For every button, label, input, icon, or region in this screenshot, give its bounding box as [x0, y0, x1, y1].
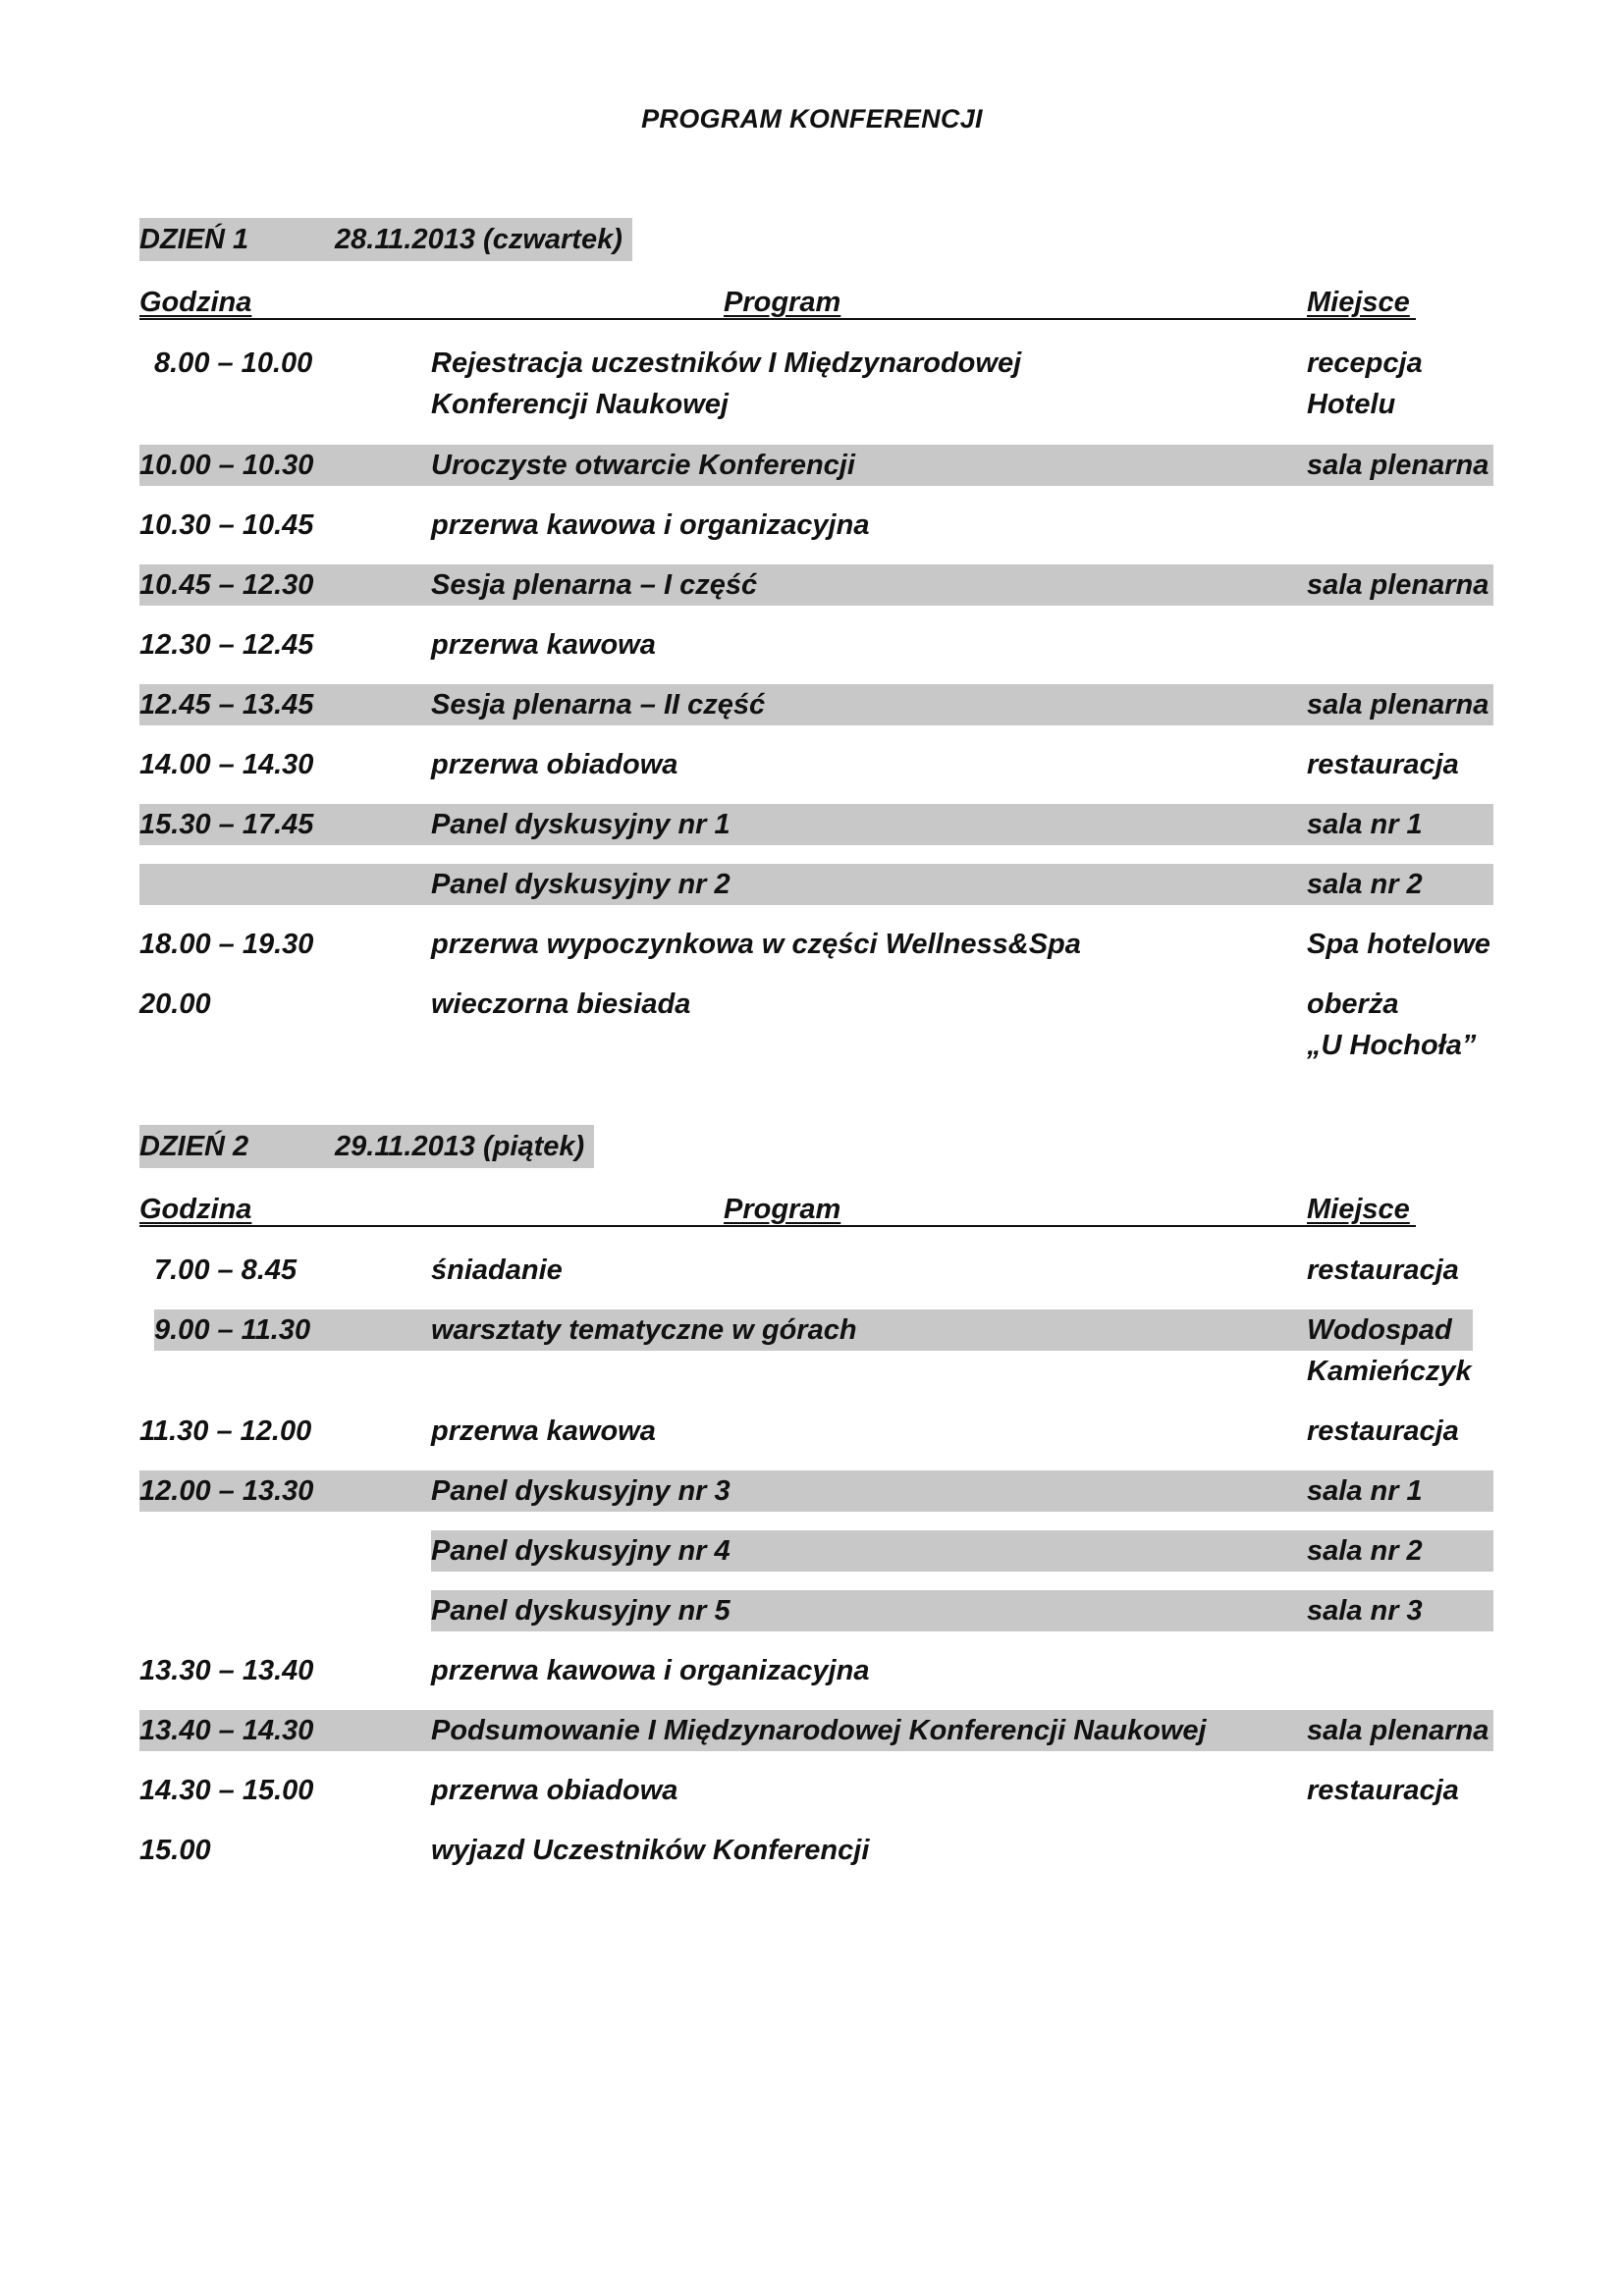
row-time: 13.30 – 13.40 — [139, 1655, 314, 1686]
row-time: 14.30 – 15.00 — [139, 1775, 314, 1806]
row-time: 20.00 — [139, 988, 211, 1020]
place-line: recepcja — [1307, 347, 1423, 379]
row-time: 12.30 – 12.45 — [139, 629, 314, 661]
program-line: Podsumowanie I Międzynarodowej Konferencji Naukowej — [431, 1715, 1207, 1746]
program-line: wyjazd Uczestników Konferencji — [431, 1835, 870, 1866]
day-label: DZIEŃ 2 — [139, 1131, 249, 1162]
header-time: Godzina — [139, 287, 252, 318]
program-line: Rejestracja uczestników I Międzynarodowej — [431, 347, 1022, 379]
row-time: 10.45 – 12.30 — [139, 569, 314, 601]
program-line: Sesja plenarna – II część — [431, 689, 766, 721]
program-line: Panel dyskusyjny nr 3 — [431, 1475, 731, 1507]
row-program — [431, 1650, 869, 1691]
row-time: 14.00 – 14.30 — [139, 749, 314, 780]
row-program — [431, 744, 677, 785]
row-program — [431, 984, 690, 1025]
place-line: sala plenarna — [1307, 569, 1489, 601]
place-line: restauracja — [1307, 1415, 1459, 1447]
row-place — [1307, 1470, 1423, 1512]
row-place — [1307, 1411, 1459, 1452]
program-line: śniadanie — [431, 1255, 563, 1286]
place-line: sala plenarna — [1307, 450, 1489, 481]
row-program — [431, 1590, 731, 1631]
row-time: 8.00 – 10.00 — [154, 347, 313, 379]
row-program — [431, 684, 765, 725]
row-place — [1307, 1309, 1472, 1392]
program-line: Konferencji Naukowej — [431, 389, 729, 420]
program-line: przerwa kawowa — [431, 629, 656, 661]
place-line: restauracja — [1307, 1255, 1459, 1286]
place-line: sala nr 1 — [1307, 809, 1423, 840]
row-time: 9.00 – 11.30 — [154, 1314, 311, 1346]
program-line: warsztaty tematyczne w górach — [431, 1314, 857, 1346]
program-line: Uroczyste otwarcie Konferencji — [431, 450, 855, 481]
day-date: 29.11.2013 (piątek) — [335, 1131, 585, 1162]
row-time: 12.00 – 13.30 — [139, 1475, 314, 1507]
program-line: Sesja plenarna – I część — [431, 569, 758, 601]
header-place: Miejsce — [1307, 287, 1410, 318]
row-program — [431, 564, 757, 606]
row-place — [1307, 1590, 1423, 1631]
day-date: 28.11.2013 (czwartek) — [335, 224, 623, 255]
place-line: oberża — [1307, 988, 1399, 1020]
place-line: sala nr 1 — [1307, 1475, 1423, 1507]
row-highlight — [139, 564, 1493, 606]
document-title: PROGRAM KONFERENCJI — [641, 104, 983, 133]
program-line: wieczorna biesiada — [431, 988, 691, 1020]
row-time: 13.40 – 14.30 — [139, 1715, 314, 1746]
program-line: Panel dyskusyjny nr 1 — [431, 809, 731, 840]
row-time: 18.00 – 19.30 — [139, 929, 314, 960]
row-place — [1307, 1530, 1423, 1572]
row-program — [431, 505, 869, 546]
row-place — [1307, 564, 1489, 606]
program-line: przerwa obiadowa — [431, 1775, 678, 1806]
header-program: Program — [724, 1194, 841, 1225]
row-place — [1307, 924, 1490, 965]
row-program — [431, 624, 656, 666]
program-line: Panel dyskusyjny nr 4 — [431, 1535, 731, 1567]
row-time: 11.30 – 12.00 — [139, 1415, 312, 1447]
row-highlight — [139, 1470, 1493, 1512]
row-place — [1307, 445, 1489, 486]
program-line: przerwa kawowa i organizacyjna — [431, 509, 870, 541]
row-place — [1307, 984, 1476, 1066]
row-program — [431, 343, 1021, 425]
place-line: sala nr 2 — [1307, 869, 1423, 900]
place-line: restauracja — [1307, 749, 1459, 780]
row-place — [1307, 343, 1423, 425]
header-place: Miejsce — [1307, 1194, 1410, 1225]
place-line: sala plenarna — [1307, 689, 1489, 721]
row-program — [431, 924, 1081, 965]
row-place — [1307, 684, 1489, 725]
row-place — [1307, 744, 1459, 785]
row-program — [431, 1309, 857, 1351]
program-line: Panel dyskusyjny nr 5 — [431, 1595, 731, 1627]
row-place — [1307, 864, 1423, 905]
row-program — [431, 445, 855, 486]
program-line: przerwa wypoczynkowa w części Wellness&Spa — [431, 929, 1081, 960]
place-line: Spa hotelowe — [1307, 929, 1490, 960]
day-heading — [139, 218, 632, 261]
header-program: Program — [724, 287, 841, 318]
row-time: 10.30 – 10.45 — [139, 509, 314, 541]
row-time: 15.30 – 17.45 — [139, 809, 314, 840]
row-place — [1307, 1250, 1459, 1291]
row-place — [1307, 804, 1423, 845]
row-time: 7.00 – 8.45 — [154, 1255, 298, 1286]
row-program — [431, 1710, 1207, 1751]
place-line: sala nr 3 — [1307, 1595, 1423, 1627]
row-program — [431, 1530, 731, 1572]
program-line: Panel dyskusyjny nr 2 — [431, 869, 731, 900]
row-program — [431, 1411, 656, 1452]
row-program — [431, 864, 731, 905]
place-line: Hotelu — [1307, 389, 1396, 420]
column-headers — [139, 283, 1416, 322]
place-line: „U Hochoła” — [1307, 1030, 1477, 1061]
row-program — [431, 1830, 869, 1871]
day-heading — [139, 1125, 594, 1168]
row-program — [431, 1470, 731, 1512]
day-label: DZIEŃ 1 — [139, 224, 249, 255]
row-place — [1307, 1770, 1459, 1811]
place-line: restauracja — [1307, 1775, 1459, 1806]
row-highlight — [139, 804, 1493, 845]
place-line: Wodospad — [1307, 1314, 1452, 1346]
program-line: przerwa kawowa i organizacyjna — [431, 1655, 870, 1686]
row-time: 10.00 – 10.30 — [139, 450, 314, 481]
header-time: Godzina — [139, 1194, 252, 1225]
row-program — [431, 1250, 563, 1291]
row-highlight — [139, 684, 1493, 725]
row-program — [431, 804, 731, 845]
row-time: 15.00 — [139, 1835, 211, 1866]
place-line: sala plenarna — [1307, 1715, 1489, 1746]
column-headers — [139, 1190, 1416, 1229]
row-program — [431, 1770, 677, 1811]
row-highlight — [139, 864, 1493, 905]
program-line: przerwa obiadowa — [431, 749, 678, 780]
row-place — [1307, 1710, 1489, 1751]
place-line: sala nr 2 — [1307, 1535, 1423, 1567]
program-line: przerwa kawowa — [431, 1415, 656, 1447]
place-line: Kamieńczyk — [1307, 1356, 1472, 1387]
row-time: 12.45 – 13.45 — [139, 689, 314, 721]
